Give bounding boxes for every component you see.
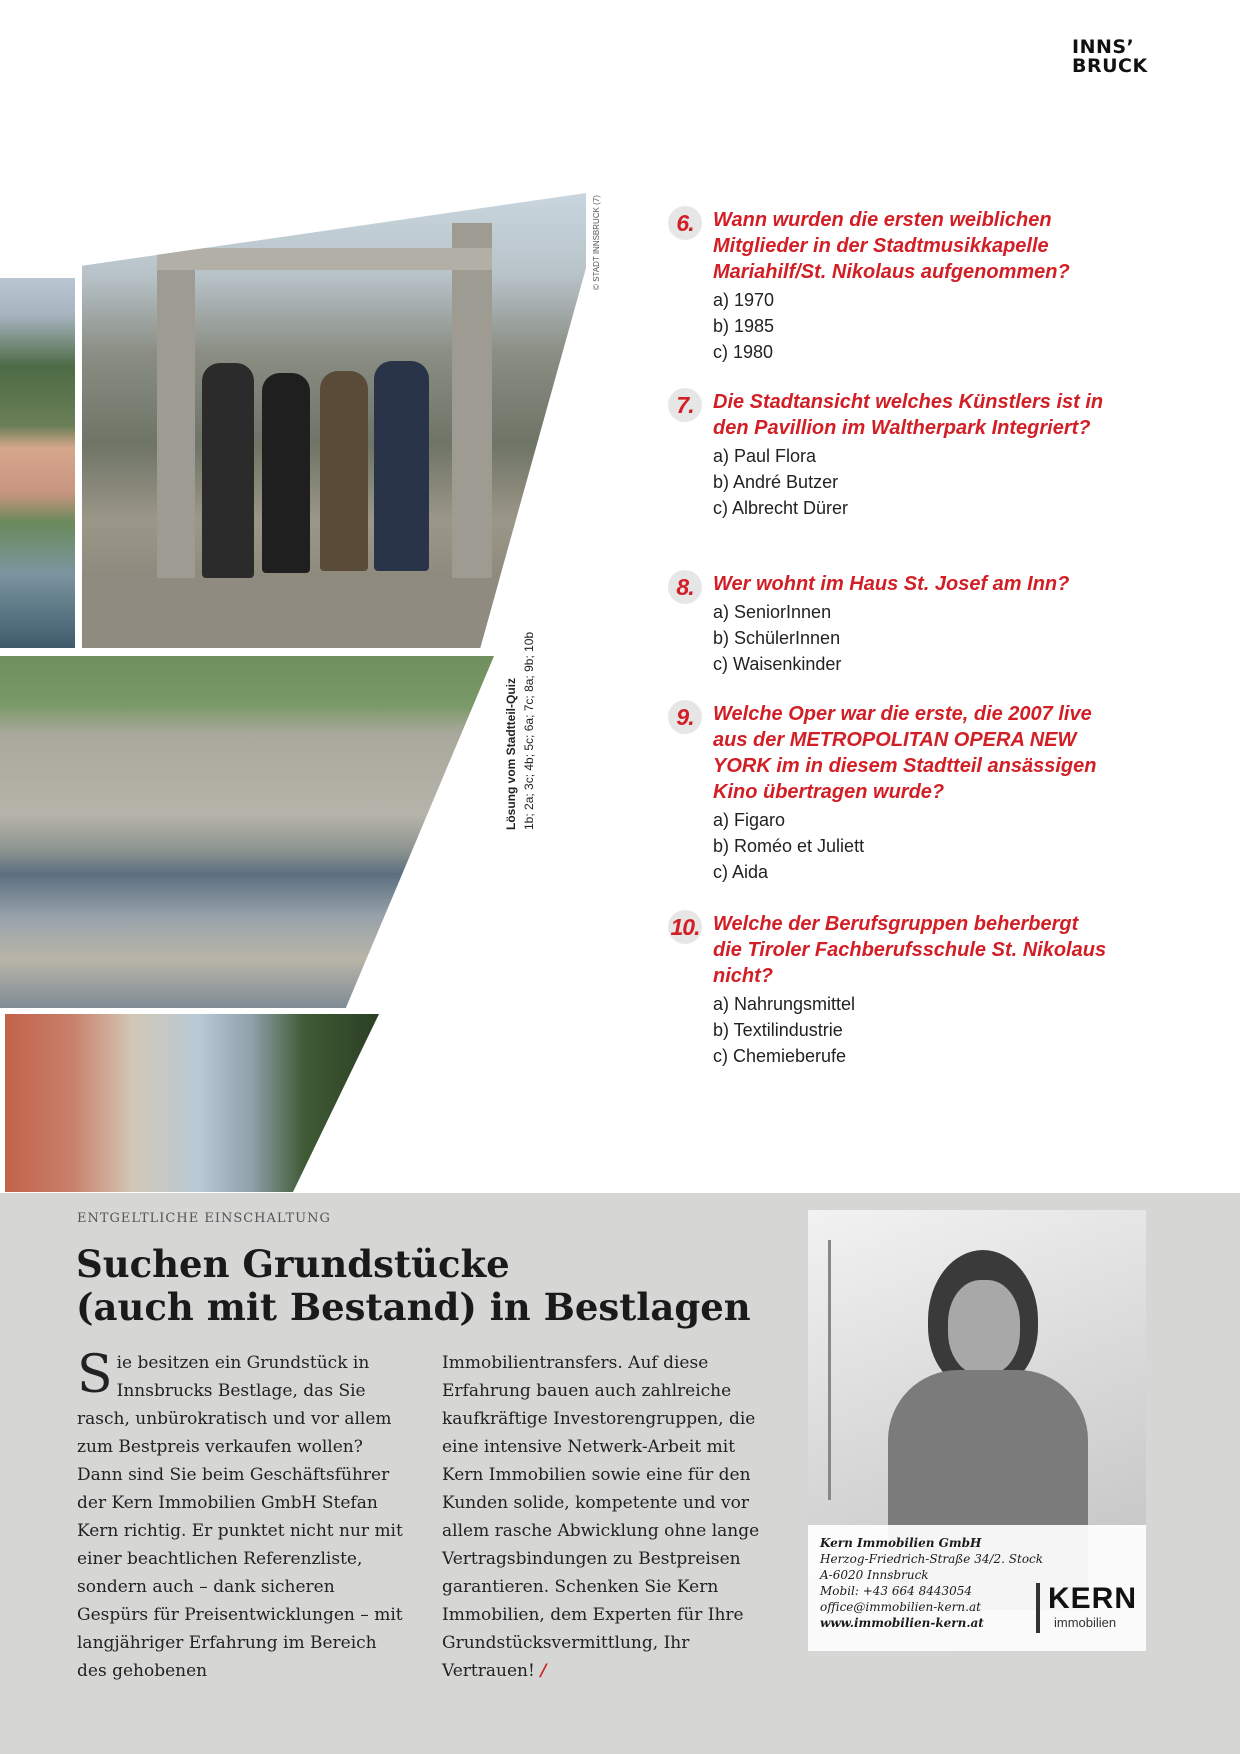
innsbruck-logo	[1072, 38, 1148, 76]
headline-line2: (auch mit Bestand) in Bestlagen	[76, 1285, 751, 1329]
contact-box	[808, 1525, 1146, 1651]
question-8	[668, 571, 1108, 677]
answer-option: c) Waisenkinder	[713, 654, 842, 674]
logo-line2: BRUCK	[1072, 55, 1148, 77]
photo-houses-left	[0, 278, 75, 648]
dropcap: S	[77, 1345, 113, 1405]
ad-headline	[76, 1243, 751, 1329]
answer-option: b) Textilindustrie	[713, 1020, 843, 1040]
website[interactable]: www.immobilien-kern.at	[820, 1616, 984, 1630]
question-number: 10.	[668, 910, 702, 944]
ad-text-1: ie besitzen ein Grundstück in Innsbrucks Bestlage, das Sie rasch, unbürokratisch und vor allem zum Bestpreis verkaufen wollen? Dann sind Sie beim Geschäftsführer der Kern Immobilien GmbH Stefan Kern richtig. Er punktet nicht nur mit einer beachtlichen Referenzliste, sondern auch – dank sicheren Gespürs für Preisentwicklungen – mit langjähriger Erfahrung im Bereich des gehobenen	[77, 1353, 403, 1681]
email[interactable]: office@immobilien-kern.at	[820, 1600, 981, 1614]
question-6	[668, 207, 1108, 365]
question-text: Welche Oper war die erste, die 2007 live aus der METROPOLITAN OPERA NEW YORK im in diesem Stadtteil ansässigen Kino übertragen wurde?	[713, 703, 1097, 803]
answer-option: c) Aida	[713, 862, 769, 882]
solution-title: Lösung vom Stadtteil-Quiz	[504, 678, 518, 830]
answer-option: b) Roméo et Juliett	[713, 836, 865, 856]
quiz-solution	[502, 632, 538, 830]
question-number: 8.	[668, 570, 702, 604]
company-name: Kern Immobilien GmbH	[820, 1536, 982, 1550]
kern-sub: immobilien	[1054, 1615, 1117, 1630]
answer-option: c) Albrecht Dürer	[713, 498, 849, 518]
answer-option: b) André Butzer	[713, 472, 839, 492]
question-number: 7.	[668, 388, 702, 422]
answer-option: c) Chemieberufe	[713, 1046, 847, 1066]
photo-pavilion-group	[82, 193, 586, 648]
question-text: Die Stadtansicht welches Künstlers ist in den Pavillion im Waltherpark Integriert?	[713, 391, 1104, 439]
answer-option: a) Figaro	[713, 810, 786, 830]
question-text: Wer wohnt im Haus St. Josef am Inn?	[713, 573, 1070, 595]
advertisement	[0, 1193, 1240, 1754]
question-7	[668, 389, 1108, 521]
photo-credit: © STADT INNSBRUCK (7)	[592, 195, 601, 290]
street: Herzog-Friedrich-Straße 34/2. Stock	[820, 1552, 1044, 1566]
answer-option: a) 1970	[713, 290, 775, 310]
end-mark: /	[540, 1661, 547, 1681]
question-text: Welche der Berufsgruppen beherbergt die Tiroler Fachberufsschule St. Nikolaus nicht?	[713, 913, 1107, 987]
ad-column-1	[77, 1345, 407, 1685]
question-number: 6.	[668, 206, 702, 240]
ad-text-2: Immobilientransfers. Auf diese Erfahrung bauen auch zahlreiche kaufkräftige Investorengruppen, die eine intensive Netwerk-Arbeit mit Kern Immobilien sowie eine für den Kunden solide, kompetente und vor allem rasche Abwicklung ohne lange Vertragsbindungen zu Bestpreisen garantieren. Schenken Sie Kern Immobilien, dem Experten für Ihre Grundstücksvermittlung, Ihr Vertrauen!	[442, 1353, 760, 1681]
ad-column-2	[442, 1349, 772, 1685]
kern-logo	[1036, 1583, 1136, 1633]
answer-option: b) SchülerInnen	[713, 628, 841, 648]
question-text: Wann wurden die ersten weiblichen Mitglieder in der Stadtmusikkapelle Mariahilf/St. Nikolaus aufgenommen?	[713, 209, 1070, 283]
answer-option: c) 1980	[713, 342, 774, 362]
photo-street-houses	[5, 1014, 379, 1192]
portrait-photo	[808, 1210, 1146, 1651]
question-9	[668, 701, 1108, 885]
headline-line1: Suchen Grundstücke	[76, 1242, 510, 1286]
contact-details	[820, 1535, 1043, 1631]
photo-river-bridge	[0, 656, 494, 1008]
mobile: Mobil: +43 664 8443054	[820, 1584, 973, 1598]
kern-brand: KERN	[1048, 1582, 1138, 1615]
question-10	[668, 911, 1108, 1069]
logo-line1: INNS’	[1072, 36, 1135, 58]
answer-option: b) 1985	[713, 316, 775, 336]
answer-option: a) Nahrungsmittel	[713, 994, 856, 1014]
city: A-6020 Innsbruck	[820, 1568, 929, 1582]
solution-answers: 1b; 2a; 3c; 4b; 5c; 6a; 7c; 8a; 9b; 10b	[522, 631, 536, 830]
question-number: 9.	[668, 700, 702, 734]
ad-label: ENTGELTLICHE EINSCHALTUNG	[77, 1211, 331, 1226]
answer-option: a) Paul Flora	[713, 446, 817, 466]
answer-option: a) SeniorInnen	[713, 602, 832, 622]
